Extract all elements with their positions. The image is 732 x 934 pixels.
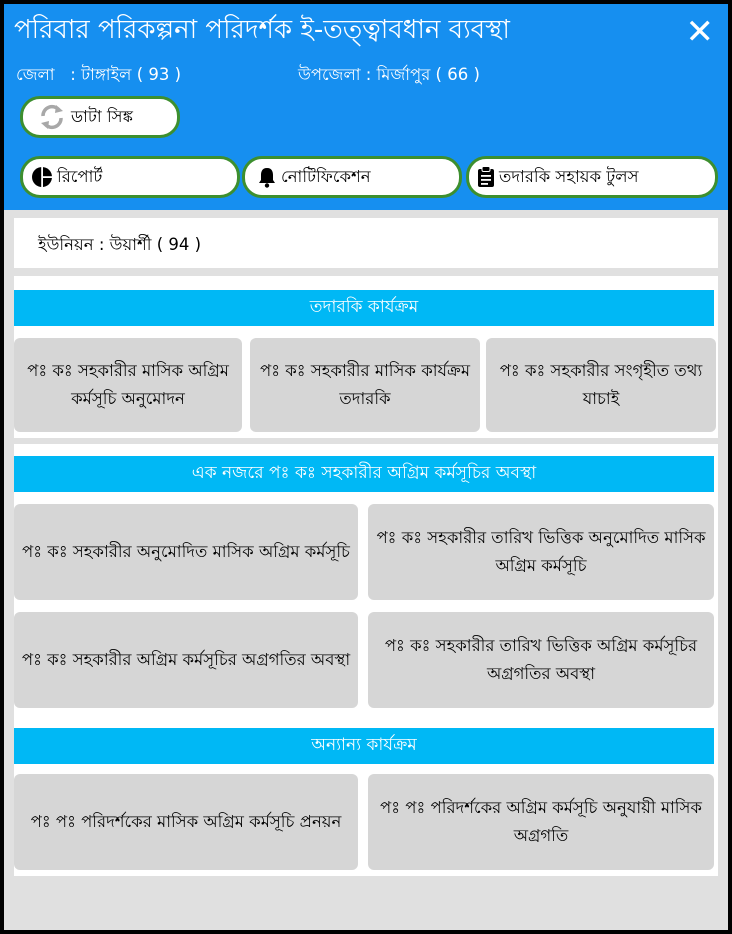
union-label: ইউনিয়ন : উয়ার্শী ( 94 ) (38, 235, 202, 254)
supervision-tools-label: তদারকি সহায়ক টুলস (499, 166, 639, 186)
data-sync-label: ডাটা সিঙ্ক (71, 106, 133, 126)
upazila-label: উপজেলা : মির্জাপুর ( 66 ) (298, 65, 480, 84)
inspector-monthly-progress-tile[interactable]: পঃ পঃ পরিদর্শকের অগ্রিম কর্মসূচি অনুযায়ী মাসিক অগ্রগতি (368, 774, 714, 870)
sync-icon (37, 102, 67, 132)
district-label: জেলা : টাঙ্গাইল ( 93 ) (16, 65, 182, 84)
section-header: অন্যান্য কার্যক্রম (14, 728, 714, 764)
notification-button[interactable] (242, 156, 462, 198)
date-based-plan-progress-tile[interactable]: পঃ কঃ সহকারীর তারিখ ভিত্তিক অগ্রিম কর্মসূচির অগ্রগতির অবস্থা (368, 612, 714, 708)
section-header: এক নজরে পঃ কঃ সহকারীর অগ্রিম কর্মসূচির অবস্থা (14, 456, 714, 492)
header (4, 4, 728, 210)
monthly-activity-supervision-tile[interactable]: পঃ কঃ সহকারীর মাসিক কার্যক্রম তদারকি (250, 338, 480, 432)
approved-advance-plan-tile[interactable]: পঃ কঃ সহকারীর অনুমোদিত মাসিক অগ্রিম কর্মসূচি (14, 504, 358, 600)
union-bar (14, 218, 718, 268)
page-title: পরিবার পরিকল্পনা পরিদর্শক ই-তত্ত্বাবধান ব্যবস্থা (14, 15, 510, 45)
overview-panel (14, 444, 718, 876)
clipboard-icon (477, 166, 495, 188)
supervision-activities-panel (14, 276, 718, 438)
app-window (4, 4, 728, 930)
collected-data-verification-tile[interactable]: পঃ কঃ সহকারীর সংগৃহীত তথ্য যাচাই (486, 338, 716, 432)
date-based-approved-plan-tile[interactable]: পঃ কঃ সহকারীর তারিখ ভিত্তিক অনুমোদিত মাসিক অগ্রিম কর্মসূচি (368, 504, 714, 600)
inspector-plan-preparation-tile[interactable]: পঃ পঃ পরিদর্শকের মাসিক অগ্রিম কর্মসূচি প্রনয়ন (14, 774, 358, 870)
report-button[interactable] (20, 156, 240, 198)
approve-advance-plan-tile[interactable]: পঃ কঃ সহকারীর মাসিক অগ্রিম কর্মসূচি অনুমোদন (14, 338, 242, 432)
data-sync-button[interactable] (20, 96, 180, 138)
report-label: রিপোর্ট (57, 166, 103, 186)
supervision-tools-button[interactable] (466, 156, 718, 198)
close-icon[interactable]: ✕ (685, 12, 714, 52)
notification-label: নোটিফিকেশন (281, 166, 371, 186)
section-header: তদারকি কার্যক্রম (14, 290, 714, 326)
bell-icon (257, 166, 277, 188)
advance-plan-progress-tile[interactable]: পঃ কঃ সহকারীর অগ্রিম কর্মসূচির অগ্রগতির অবস্থা (14, 612, 358, 708)
pie-chart-icon (31, 166, 53, 188)
